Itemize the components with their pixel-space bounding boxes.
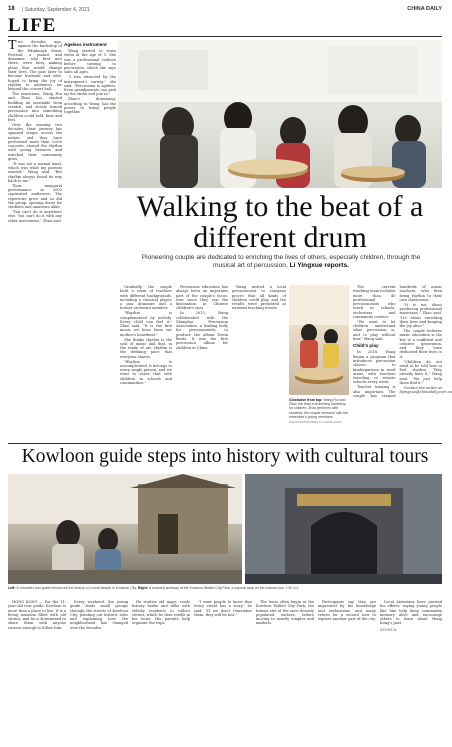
walled-city-archway-photo: [245, 474, 442, 584]
photo-caption-small: [289, 398, 349, 424]
article-paragraph: "It was not a normal band, which was what my parents wanted," Wang said. "But rhythm always found its way back to me.": [8, 161, 62, 183]
caption-credit: PHOTOS PROVIDED TO CHINA DAILY: [289, 419, 343, 424]
page-header: [8, 4, 442, 14]
article-paragraph: "I was attracted by the instrument's variety," she said. "Percussion is ageless. Even grandparents can pick up the sticks and join in.": [64, 75, 116, 97]
article-column-mid-3: [232, 285, 286, 440]
children-drumming-photo: [289, 285, 349, 395]
article-paragraph: Every weekend, the young guide leads small groups through the streets of Kowloon City, pointing out historic sites and explaining how the neighborhood has changed over the decades.: [70, 600, 128, 630]
article-column-right: [353, 285, 452, 440]
page-number: 18: [8, 6, 15, 12]
subheading: Ageless instrument: [64, 42, 107, 47]
article-column-mid-2: [176, 285, 228, 440]
article-paragraph: "You can't do it anywhere else. You can't do it with any other instrument," Zhao said.: [8, 210, 62, 223]
bottom-column-6: [318, 600, 376, 743]
article-paragraph: Their inaugural performance in 2002 captivated audiences. The repertoire grew and so did the group, opening doors for students and amateurs alike.: [8, 183, 62, 210]
caption-label-right: Right:: [137, 586, 149, 590]
bottom-column-7: [380, 600, 442, 743]
photo-caption-bottom: [8, 586, 442, 590]
caption-credit: XINHUA: [285, 586, 299, 590]
caption-text-right: A restored archway at the Kowloon Walled City Park, a popular stop on the cultural tour.: [148, 586, 285, 590]
article-paragraph: Percussion education has always been an important part of the couple's focus, ever since they saw the fascination in Chinese children's eyes.: [176, 285, 228, 311]
article-paragraph: "Rhythm is uncomplicated, it belongs to every single person, and we want to share that with children in schools and communities.": [120, 359, 172, 386]
header-divider: [8, 36, 442, 37]
article-paragraph: She thinks rhythm is the soul of music and that, in the realm of art, rhythm is the defining pace that everyone shares.: [120, 337, 172, 359]
article-paragraph: The current teaching team includes more than 40 professional percussionists who teach in schools, orchestras and community centers.: [353, 285, 396, 320]
article-column-left: [8, 40, 62, 440]
drum-ensemble-photo-icon: [118, 40, 442, 188]
article-paragraph: In 2018, Wang began a program that introduces percussion classes to kindergartens in rural areas, with teachers traveling to remote schools every week.: [353, 350, 396, 385]
article-column-left-2: [64, 40, 116, 440]
article-paragraph: Teacher training is also important. The couple has trained hundreds of music teachers, who then bring rhythm to their own classrooms.: [353, 285, 442, 398]
section-title: LIFE: [8, 15, 57, 36]
headline-subhead: [140, 254, 422, 271]
subhead-lead: Pioneering couple are dedicated to enriching the lives of others, especially children, through the musical art of percussion,: [141, 254, 421, 270]
caption-text: Wang Hui and Zhao Kai lead a drumming workshop for children; Zhao performs with students; the couple rehearse with the ensemble's young members.: [289, 398, 349, 419]
wire-credit: XINHUA: [380, 626, 397, 632]
drum-ensemble-photo: [118, 40, 442, 188]
article-paragraph: wo decades ago, against the backdrop of the Edinburgh Music Festival, a pianist and drummer, who first met there, were busy making plans that would change their lives. The pair, later to become husband and wife, hoped to bring the joy of rhythm to audiences far beyond the concert hall.: [8, 40, 62, 92]
article-paragraph: "I want people to know that every street has a story," he said. "If we don't remember them, they will be lost.": [194, 600, 252, 617]
article-paragraph: Gradually, the couple built a team of teachers with different backgrounds, including a classical player, a jazz drummer and a former orchestra member.: [120, 285, 172, 311]
article-paragraph: The musicians, Wang Hui and Zhao Kai, started building an ensemble from scratch, and slowly turned percussion into something children could hold, hear and feel.: [8, 92, 62, 122]
article-paragraph: Wang invited a local percussionist to compose pieces that all kinds of children could play, and the results were presented at national teaching events.: [232, 285, 286, 311]
article-column-mid-1: [120, 285, 172, 440]
article-paragraph: Over the ensuing two decades, their journey has spanned stages across the nation, and they have performed more than 2,000 concerts, shared the rhythm with young listeners and watched their community grow.: [8, 122, 62, 162]
bottom-column-5: [256, 600, 314, 743]
article-paragraph: Participants say they are impressed by his knowledge and enthusiasm, and many return for a second tour to explore another part of the city.: [318, 600, 376, 622]
article-paragraph: The tours often begin at the Kowloon Walled City Park, the former site of the once densely populated enclave, before moving to nearby temples and markets.: [256, 600, 314, 626]
temple-street-photo-icon: [8, 474, 242, 584]
dropcap: T: [8, 38, 17, 53]
subheading: Child's play: [353, 343, 379, 349]
article-paragraph: "It is not about producing professional musicians," Zhao said. "It's about enriching their lives and keeping the joy alive.": [399, 302, 442, 329]
temple-street-photo: [8, 474, 242, 584]
second-headline: Kowloon guide steps into history with cultural tours: [21, 446, 429, 467]
article-paragraph: He studies old maps, reads history books and talks with elderly residents to collect stories, which he then retells in his tours. His parents help organize the trips.: [132, 600, 190, 626]
article-paragraph: Local historians have praised his efforts, saying young people like him help keep community memory alive and encourage others to learn about Hong Kong's past.: [380, 600, 442, 626]
bottom-column-1: [8, 600, 66, 743]
article-paragraph: Zhao's drumming, according to Wang, has the power to bring people together.: [64, 97, 116, 115]
contact-line: Contact the writer at liyingxue@chinadaily.com.cn: [399, 385, 452, 395]
bottom-column-3: [132, 600, 190, 743]
article-paragraph: "Rhythm is complemented by melody. Every child can feel it," Zhao said. "It is the first music we hear, from our mother's heartbeat.": [120, 311, 172, 337]
caption-label: Clockwise from top:: [289, 398, 323, 402]
article-paragraph: Wang started to learn violin at the age of 5. She was a professional violinist before turning to percussion, which she says suits all ages.: [64, 49, 116, 75]
walled-city-archway-photo-icon: [245, 474, 442, 584]
article-paragraph: In 2013, Wang collaborated with the Shanghai Percussion Association, a leading body for percussionists, to produce the album Drum Beats. It was the first percussion album for children in China.: [176, 311, 228, 350]
bottom-column-4: [194, 600, 252, 743]
article-paragraph: "We want to let children understand what percussion is, and to play without fear," Wang said.: [353, 319, 396, 342]
children-drumming-photo-icon: [289, 285, 349, 395]
page-date: | Saturday, September 4, 2021: [22, 7, 90, 13]
caption-label-left: Left:: [8, 586, 16, 590]
section-divider: [8, 443, 442, 444]
main-headline: Walking to the beat of a different drum: [136, 190, 424, 254]
article-paragraph: "Children do not need to be told how to feel rhythm. They already have it," Wang said. "We just help them find it.": [399, 359, 442, 386]
caption-text-left: A volunteer tour guide introduces the history of a local temple in Kowloon City.: [16, 586, 137, 590]
article-paragraph: HONG KONG — For the 11-year-old tour guide, Kowloon is more than a place to live. It is a living museum filled with old stories, and he is determined to share them with anyone curious enough to follow him.: [8, 600, 66, 630]
masthead-brand: CHINA DAILY: [407, 6, 442, 12]
bottom-column-2: [70, 600, 128, 743]
article-paragraph: The couple believes music education is the key to a confident and creative generation, and they have dedicated their lives to it.: [399, 328, 442, 359]
subhead-byline: Li Yingxue reports.: [289, 262, 349, 270]
